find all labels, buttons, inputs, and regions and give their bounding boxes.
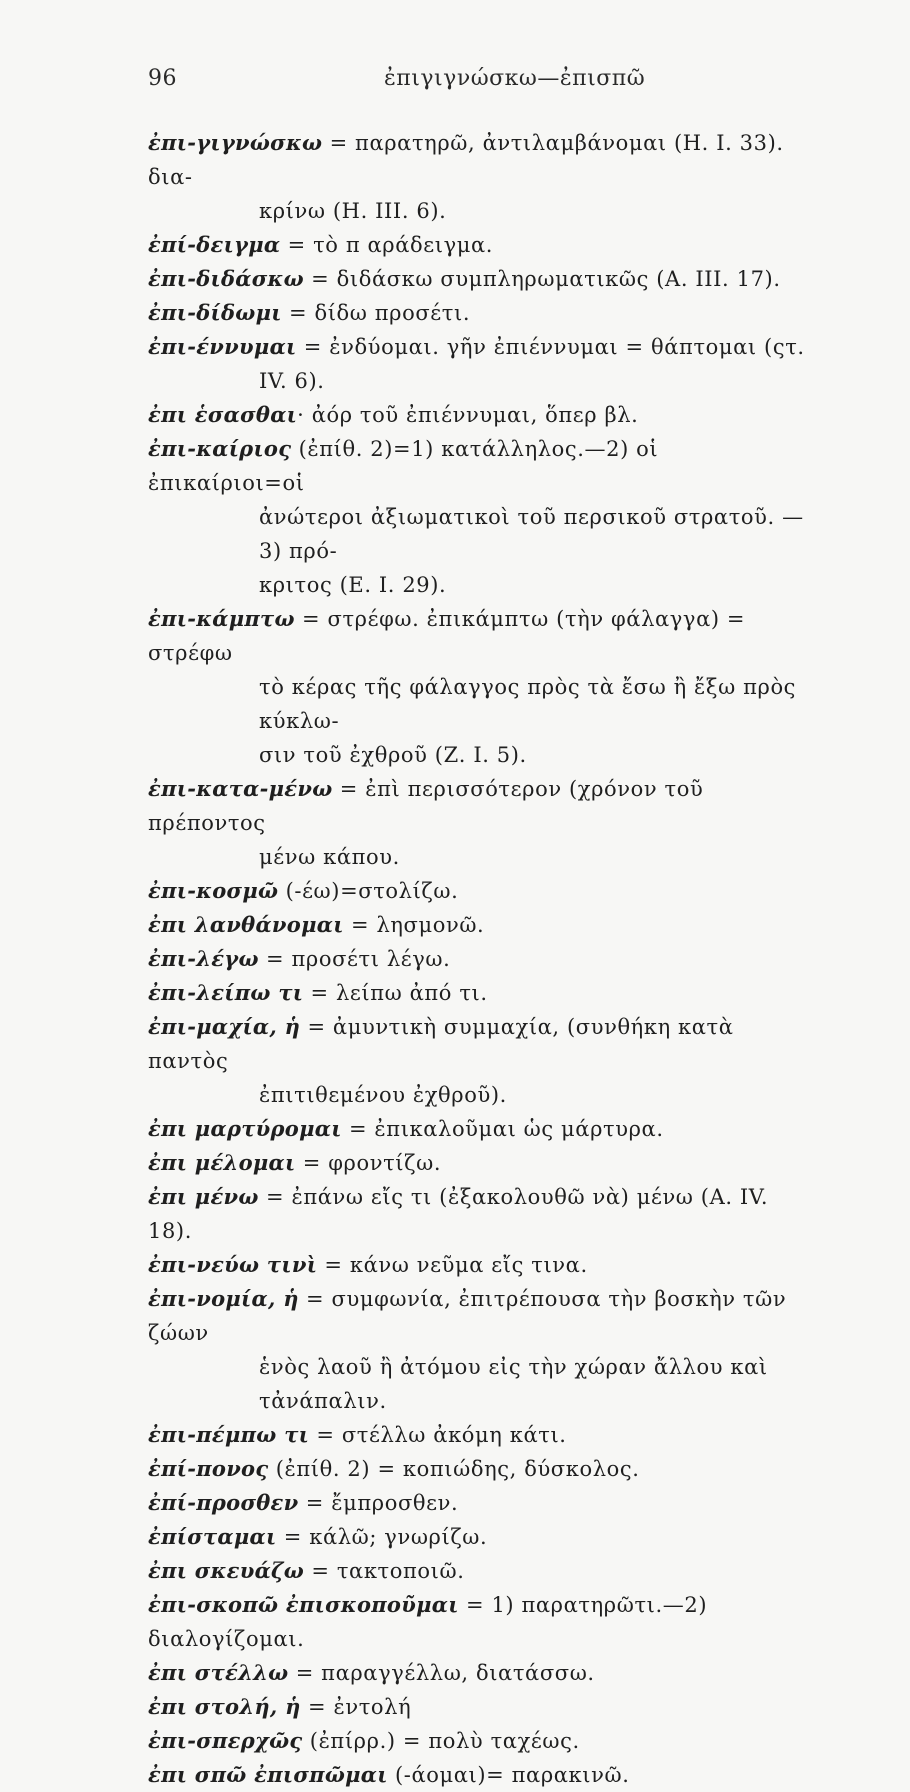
dictionary-entry (148, 1180, 810, 1248)
entry-headword: ἐπι-γιγνώσκω (148, 130, 323, 155)
entry-definition: = προσέτι λέγω. (258, 947, 451, 971)
entry-definition: = δίδω προσέτι. (281, 301, 471, 325)
entry-headword: ἐπι-σπερχῶς (148, 1728, 303, 1753)
entry-headword: ἐπι-νεύω τινὶ (148, 1252, 318, 1277)
dictionary-entry (148, 1656, 810, 1690)
dictionary-entry (148, 432, 810, 568)
dictionary-entry (148, 1554, 810, 1588)
entry-definition: = ἔμπροσθεν. (298, 1491, 459, 1515)
dictionary-entry (148, 126, 810, 228)
dictionary-entry (148, 1724, 810, 1758)
entry-definition: = κάνω νεῦμα εἴς τινα. (317, 1253, 588, 1277)
entry-headword: ἐπι-κατα-μένω (148, 776, 333, 801)
entry-definition: = παραγγέλλω, διατάσσω. (288, 1661, 595, 1685)
dictionary-entry (148, 1758, 810, 1792)
dictionary-entry (148, 602, 810, 738)
entry-headword: ἐπι μέλομαι (148, 1150, 296, 1175)
entry-continuation: τὸ κέρας τῆς φάλαγγος πρὸς τὰ ἔσω ἢ ἔξω πρὸς κύκλω- (259, 675, 797, 733)
entry-definition: = ἀμυντικὴ συμμαχία, (συνθήκη κατὰ παντὸς (148, 1015, 734, 1073)
entry-headword: ἐπι-καίριος (148, 436, 292, 461)
entry-definition: (-άομαι)= παρακινῶ. (387, 1763, 630, 1787)
dictionary-entry (148, 1452, 810, 1486)
entry-headword: ἐπι μαρτύρομαι (148, 1116, 342, 1141)
entry-continuation: ἑνὸς λαοῦ ἢ ἀτόμου εἰς τὴν χώραν ἄλλου καὶ τἀνάπαλιν. (259, 1355, 768, 1413)
entry-continuation: ἀνώτεροι ἀξιωματικοὶ τοῦ περσικοῦ στρατοῦ. — 3) πρό- (259, 505, 804, 563)
dictionary-entry (148, 1486, 810, 1520)
entry-definition: = 1) παρατηρῶτι.—2) διαλογίζομαι. (148, 1593, 708, 1651)
entry-definition: = συμφωνία, ἐπιτρέπουσα τὴν βοσκὴν τῶν ζώων (148, 1287, 787, 1345)
dictionary-entry (148, 228, 810, 262)
entry-continuation: κριτος (Ε. Ι. 29). (259, 573, 447, 597)
running-head: ἐπιγιγνώσκω—ἐπισπῶ (384, 66, 646, 91)
entry-definition: = ἐπικαλοῦμαι ὡς μάρτυρα. (341, 1117, 664, 1141)
entry-definition: = παρατηρῶ, ἀντιλαμβάνομαι (Η. Ι. 33). δια- (148, 131, 784, 189)
dictionary-entry (148, 1248, 810, 1282)
entry-definition: (ἐπίθ. 2) = κοπιώδης, δύσκολος. (268, 1457, 640, 1481)
entry-definition: (ἐπίθ. 2)=1) κατάλληλος.—2) οἱ ἐπικαίριοι=οἱ (148, 437, 659, 495)
dictionary-entry (148, 296, 810, 330)
entry-headword: ἐπι λανθάνομαι (148, 912, 344, 937)
entry-definition: (-έω)=στολίζω. (278, 879, 459, 903)
dictionary-entry (148, 398, 810, 432)
entry-definition: = διδάσκω συμπληρωματικῶς (Α. ΙΙΙ. 17). (303, 267, 781, 291)
entry-continuation: μένω κάπου. (259, 845, 400, 869)
entry-headword: ἐπίσταμαι (148, 1524, 277, 1549)
entry-headword: ἐπί-πονος (148, 1456, 269, 1481)
entry-headword: ἐπι-σκοπῶ ἐπισκοποῦμαι (148, 1592, 459, 1617)
entry-definition: = ἐνδύομαι. γῆν ἐπιέννυμαι = θάπτομαι (ςτ. (296, 335, 805, 359)
entry-headword: ἐπι σκευάζω (148, 1558, 305, 1583)
entry-definition: = λησμονῶ. (343, 913, 485, 937)
entry-headword: ἐπι-διδάσκω (148, 266, 304, 291)
entry-definition: = ἐντολή (300, 1695, 412, 1719)
dictionary-entry (148, 330, 810, 398)
dictionary-entry (148, 262, 810, 296)
dictionary-entry (148, 772, 810, 874)
entry-continuation: ἐπιτιθεμένου ἐχθροῦ). (259, 1083, 507, 1107)
entry-definition: = κάλῶ; γνωρίζω. (276, 1525, 488, 1549)
dictionary-entry (148, 1112, 810, 1146)
entry-definition: = τακτοποιῶ. (304, 1559, 465, 1583)
entry-headword: ἐπι-λέγω (148, 946, 259, 971)
entry-headword: ἐπι μένω (148, 1184, 259, 1209)
entry-definition: = λείπω ἀπό τι. (303, 981, 488, 1005)
entry-definition: (ἐπίρρ.) = πολὺ ταχέως. (302, 1729, 580, 1753)
dictionary-entry (148, 908, 810, 942)
entry-headword: ἐπι στολή, ἡ (148, 1694, 301, 1719)
entry-continuation: κρίνω (Η. ΙΙΙ. 6). (259, 199, 447, 223)
entry-headword: ἐπι-έννυμαι (148, 334, 297, 359)
dictionary-entry (148, 942, 810, 976)
entry-headword: ἐπι-πέμπω τι (148, 1422, 310, 1447)
entry-headword: ἐπι-νομία, ἡ (148, 1286, 299, 1311)
entry-headword: ἐπι στέλλω (148, 1660, 289, 1685)
dictionary-entry (148, 568, 810, 602)
entry-headword: ἐπί-προσθεν (148, 1490, 299, 1515)
entry-headword: ἐπι-κάμπτω (148, 606, 295, 631)
entry-headword: ἐπι-λείπω τι (148, 980, 304, 1005)
entry-definition: = τὸ π αράδειγμα. (280, 233, 494, 257)
dictionary-entry (148, 1418, 810, 1452)
entry-definition: · ἀόρ τοῦ ἐπιέννυμαι, ὅπερ βλ. (297, 403, 639, 427)
dictionary-entry (148, 1010, 810, 1112)
dictionary-entry (148, 1588, 810, 1656)
page-header (148, 66, 770, 96)
page-number: 96 (148, 66, 177, 91)
entry-headword: ἐπι-κοσμῶ (148, 878, 279, 903)
dictionary-entry (148, 1282, 810, 1418)
dictionary-entry (148, 1146, 810, 1180)
dictionary-entry (148, 874, 810, 908)
dictionary-entry (148, 1520, 810, 1554)
entry-list (148, 126, 810, 1792)
dictionary-entry (148, 738, 810, 772)
entry-headword: ἐπί-δειγμα (148, 232, 281, 257)
entry-headword: ἐπι-μαχία, ἡ (148, 1014, 301, 1039)
entry-headword: ἐπι ἑσασθαι (148, 402, 298, 427)
dictionary-entry (148, 976, 810, 1010)
entry-continuation: σιν τοῦ ἐχθροῦ (Ζ. Ι. 5). (259, 743, 527, 767)
entry-headword: ἐπι-δίδωμι (148, 300, 282, 325)
entry-definition: = φροντίζω. (295, 1151, 442, 1175)
entry-definition: = στέλλω ἀκόμη κάτι. (309, 1423, 567, 1447)
dictionary-entry (148, 1690, 810, 1724)
entry-headword: ἐπι σπῶ ἐπισπῶμαι (148, 1762, 388, 1787)
entry-continuation: IV. 6). (259, 369, 325, 393)
entry-definition: = στρέφω. ἐπικάμπτω (τὴν φάλαγγα) = στρέφω (148, 607, 746, 665)
entry-definition: = ἐπὶ περισσότερον (χρόνον τοῦ πρέποντος (148, 777, 704, 835)
entry-definition: = ἐπάνω εἴς τι (ἐξακολουθῶ νὰ) μένω (Α. ΙV. 18). (148, 1185, 769, 1243)
